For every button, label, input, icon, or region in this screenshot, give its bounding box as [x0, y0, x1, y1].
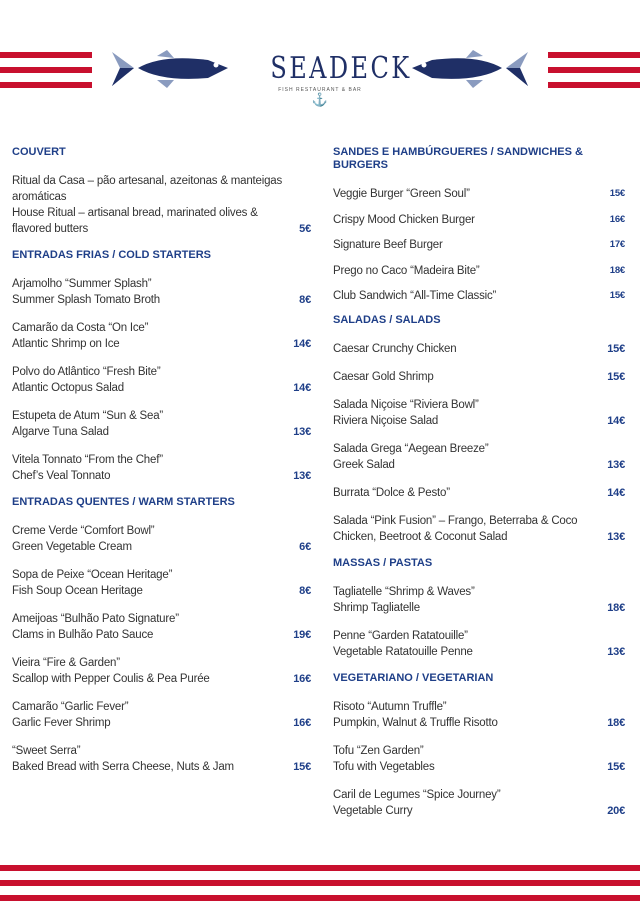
menu-section [333, 672, 625, 819]
menu-item [333, 584, 625, 616]
fish-icon-right [410, 50, 528, 90]
item-line: Tofu “Zen Garden” [333, 744, 424, 757]
item-text [12, 452, 287, 484]
menu-item [12, 452, 311, 484]
item-text [333, 584, 601, 616]
item-line: Vitela Tonnato “From the Chef” [12, 454, 163, 466]
menu-item [333, 369, 625, 385]
item-text [333, 237, 604, 253]
menu-item [333, 441, 625, 473]
menu-item [333, 288, 625, 304]
item-line: Prego no Caco “Madeira Bite” [333, 264, 480, 277]
menu-item [12, 743, 311, 775]
menu-section [333, 146, 625, 304]
item-text [333, 513, 601, 545]
item-line: Green Vegetable Cream [12, 541, 132, 553]
item-text [12, 408, 287, 440]
menu-item [333, 628, 625, 660]
item-line: Tagliatelle “Shrimp & Waves” [333, 585, 475, 598]
item-line: Vegetable Ratatouille Penne [333, 645, 473, 658]
item-line: Club Sandwich “All-Time Classic” [333, 290, 497, 302]
item-line: Atlantic Shrimp on Ice [12, 338, 120, 350]
item-price: 18€ [609, 264, 625, 276]
item-price: 18€ [607, 716, 625, 729]
item-line: Arjamolho “Summer Splash” [12, 278, 152, 290]
footer-stripe [0, 880, 640, 886]
item-price: 18€ [607, 601, 625, 614]
item-price: 19€ [293, 629, 311, 641]
menu-item [12, 611, 311, 643]
item-price: 13€ [607, 458, 625, 471]
menu-item [12, 567, 311, 599]
brand-tagline: FISH RESTAURANT & BAR [278, 87, 362, 93]
item-line: Summer Splash Tomato Broth [12, 294, 160, 306]
menu-item [333, 212, 625, 228]
item-line: Burrata “Dolce & Pesto” [333, 486, 450, 499]
section-heading: SANDES E HAMBÚRGUERES / SANDWICHES & BURGERS [333, 146, 583, 171]
item-text [333, 263, 604, 279]
item-text [333, 441, 601, 473]
item-line: Caesar Crunchy Chicken [333, 342, 457, 355]
item-line: Salada Grega “Aegean Breeze” [333, 442, 489, 455]
menu-item [333, 513, 625, 545]
item-price: 20€ [607, 804, 625, 817]
menu-column-right [333, 146, 625, 831]
menu-section [12, 249, 311, 484]
footer-stripe [0, 865, 640, 871]
item-price: 15€ [609, 290, 625, 301]
item-line: Salada Niçoise “Riviera Bowl” [333, 398, 479, 411]
item-line: Vieira “Fire & Garden” [12, 657, 120, 669]
stripe [0, 82, 92, 88]
stripe [548, 82, 640, 88]
item-text [333, 397, 601, 429]
menu-item [333, 397, 625, 429]
item-line: Crispy Mood Chicken Burger [333, 213, 475, 226]
item-price: 15€ [609, 188, 625, 199]
item-price: 14€ [293, 382, 311, 394]
item-line: Caesar Gold Shrimp [333, 370, 434, 383]
item-line: Veggie Burger “Green Soul” [333, 188, 470, 200]
menu-item [12, 320, 311, 352]
item-text [333, 485, 601, 501]
item-price: 15€ [607, 342, 625, 355]
item-text [12, 567, 293, 599]
stripe [0, 67, 92, 73]
item-line: Fish Soup Ocean Heritage [12, 585, 143, 597]
item-text [333, 186, 604, 202]
menu-item [333, 787, 625, 819]
item-line: Ameijoas “Bulhão Pato Signature” [12, 613, 179, 625]
item-line: Greek Salad [333, 458, 395, 471]
item-line: Chef’s Veal Tonnato [12, 470, 111, 482]
anchor-icon: ⚓ [311, 92, 329, 107]
item-price: 13€ [607, 645, 625, 658]
menu-item [333, 341, 625, 357]
item-text [333, 212, 604, 228]
section-heading: MASSAS / PASTAS [333, 556, 433, 569]
section-heading: VEGETARIANO / VEGETARIAN [333, 671, 494, 684]
menu-item [12, 699, 311, 731]
item-line: Clams in Bulhão Pato Sauce [12, 629, 154, 641]
item-line: Algarve Tuna Salad [12, 426, 109, 438]
item-text [333, 628, 601, 660]
menu-item [333, 485, 625, 501]
menu-item [12, 655, 311, 687]
item-text [12, 743, 287, 775]
menu-item [12, 173, 311, 237]
item-price: 8€ [299, 585, 311, 597]
item-line: Camarão “Garlic Fever” [12, 701, 129, 713]
item-line: “Sweet Serra” [12, 745, 81, 757]
item-price: 16€ [293, 717, 311, 729]
stripe [548, 52, 640, 58]
item-text [12, 173, 293, 237]
item-line: Shrimp Tagliatelle [333, 601, 420, 614]
menu-column-left [12, 146, 311, 787]
item-text [12, 320, 287, 352]
item-price: 14€ [607, 414, 625, 427]
item-price: 14€ [607, 486, 625, 499]
item-price: 16€ [609, 213, 625, 225]
item-price: 15€ [293, 761, 311, 773]
item-line: Risoto “Autumn Truffle” [333, 700, 447, 713]
item-text [333, 369, 601, 385]
item-line: Pumpkin, Walnut & Truffle Risotto [333, 716, 498, 729]
item-line: Riviera Niçoise Salad [333, 414, 439, 427]
brand-logo [258, 51, 412, 107]
item-line: Ritual da Casa – pão artesanal, azeitonas & manteigas aromáticas [12, 175, 283, 203]
item-line: Tofu with Vegetables [333, 760, 435, 773]
section-heading: SALADAS / SALADS [333, 313, 441, 326]
item-price: 16€ [293, 673, 311, 685]
item-line: Vegetable Curry [333, 804, 413, 817]
item-text [12, 364, 287, 396]
item-line: Signature Beef Burger [333, 239, 443, 251]
item-text [12, 276, 293, 308]
item-line: Chicken, Beetroot & Coconut Salad [333, 530, 508, 543]
menu-item [12, 523, 311, 555]
footer-stripe [0, 895, 640, 901]
item-price: 14€ [293, 338, 311, 350]
item-text [333, 743, 601, 775]
item-price: 5€ [299, 223, 311, 235]
stripe [548, 67, 640, 73]
menu-section [333, 557, 625, 660]
item-text [12, 611, 287, 643]
item-line: Sopa de Peixe “Ocean Heritage” [12, 569, 173, 581]
item-line: Penne “Garden Ratatouille” [333, 629, 468, 642]
item-line: Caril de Legumes “Spice Journey” [333, 788, 501, 801]
item-price: 13€ [293, 426, 311, 438]
menu-item [12, 408, 311, 440]
item-text [333, 288, 604, 304]
item-price: 13€ [293, 470, 311, 482]
item-price: 15€ [607, 370, 625, 383]
item-line: Atlantic Octopus Salad [12, 382, 124, 394]
item-line: Garlic Fever Shrimp [12, 717, 111, 729]
item-text [12, 699, 287, 731]
menu-item [333, 263, 625, 279]
menu-section [12, 496, 311, 775]
item-line: Creme Verde “Comfort Bowl” [12, 525, 155, 537]
item-line: House Ritual – artisanal bread, marinated olives & flavored butters [12, 207, 258, 235]
menu-item [12, 276, 311, 308]
item-text [12, 655, 287, 687]
section-heading: COUVERT [12, 146, 66, 158]
item-price: 17€ [609, 239, 625, 250]
menu-item [333, 237, 625, 253]
menu-item [12, 364, 311, 396]
brand-name: SEADECK [270, 51, 412, 86]
menu-section [333, 314, 625, 545]
item-price: 13€ [607, 530, 625, 543]
item-line: Estupeta de Atum “Sun & Sea” [12, 410, 164, 422]
item-price: 6€ [299, 541, 311, 553]
item-text [333, 787, 601, 819]
menu-item [333, 186, 625, 202]
menu-item [333, 699, 625, 731]
menu-section [12, 146, 311, 237]
item-line: Salada “Pink Fusion” – Frango, Beterraba & Coco [333, 514, 578, 527]
menu-item [333, 743, 625, 775]
item-line: Baked Bread with Serra Cheese, Nuts & Jam [12, 761, 234, 773]
item-line: Scallop with Pepper Coulis & Pea Purée [12, 673, 210, 685]
item-line: Polvo do Atlântico “Fresh Bite” [12, 366, 161, 378]
item-text [333, 699, 601, 731]
item-text [12, 523, 293, 555]
item-line: Camarão da Costa “On Ice” [12, 322, 149, 334]
stripe [0, 52, 92, 58]
item-price: 15€ [607, 760, 625, 773]
item-text [333, 341, 601, 357]
item-price: 8€ [299, 294, 311, 306]
fish-icon-left [112, 50, 230, 90]
section-heading: ENTRADAS FRIAS / COLD STARTERS [12, 249, 212, 261]
section-heading: ENTRADAS QUENTES / WARM STARTERS [12, 496, 235, 508]
